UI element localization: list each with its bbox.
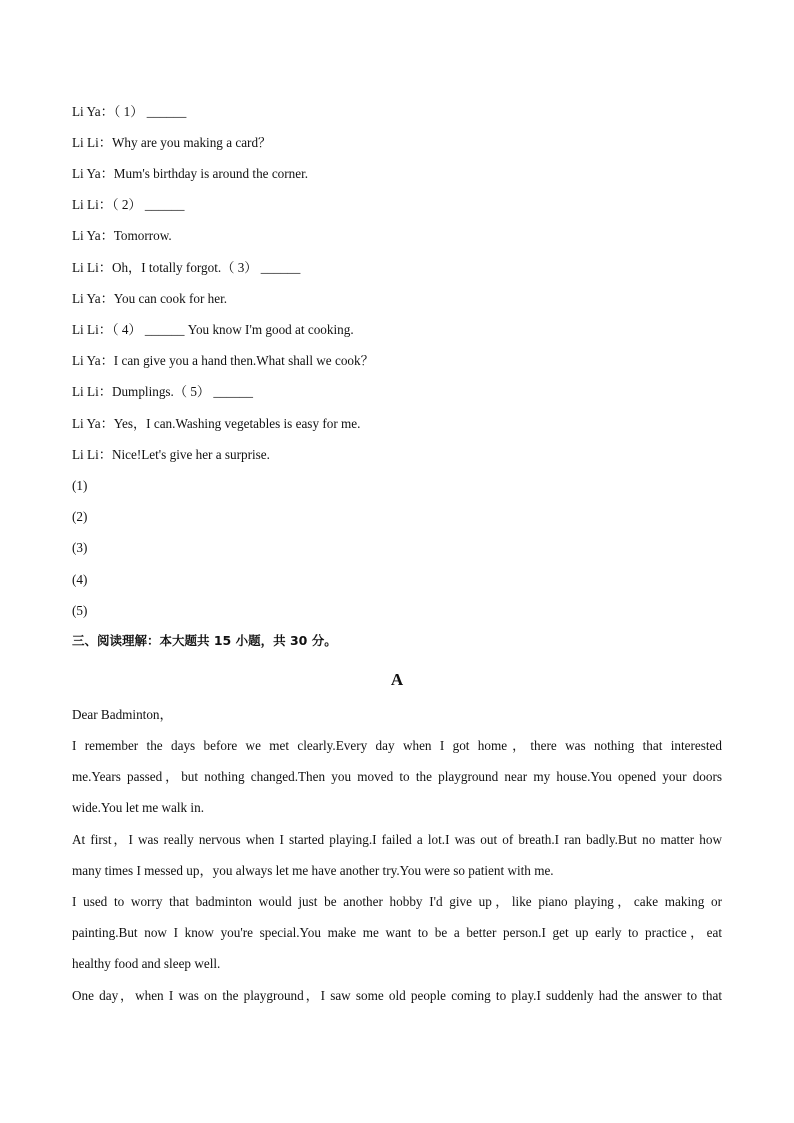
answer-blank: ______ (144, 197, 185, 212)
dialogue-text: （ 2） (111, 197, 145, 212)
dialogue-line (72, 290, 227, 308)
answer-blank: ______ (260, 260, 301, 275)
dialogue-text: Yes，I can.Washing vegetables is easy for me. (113, 416, 361, 431)
dialogue-text: Oh，I totally forgot.（ 3） (111, 260, 261, 275)
speaker-separator: ： (98, 384, 112, 399)
dialogue-text: Mum's birthday is around the corner. (113, 166, 309, 181)
speaker-separator: ： (98, 197, 112, 212)
dialogue-text-after-blank: You know I'm good at cooking. (184, 322, 354, 337)
dialogue-line (72, 321, 354, 339)
speaker-name: Li Li (72, 260, 99, 275)
speaker-separator: ： (100, 353, 114, 368)
dialogue-text: （ 1） (113, 104, 147, 119)
answer-blank: ______ (146, 104, 187, 119)
passage-line: many times I messed up，you always let me have another try.You were so patient with me. (72, 863, 554, 878)
dialogue-line (72, 165, 308, 183)
answer-number: (4) (72, 572, 88, 587)
speaker-separator: ： (100, 228, 114, 243)
speaker-separator: ： (98, 135, 112, 150)
speaker-separator: ： (100, 416, 114, 431)
dialogue-line (72, 415, 360, 433)
speaker-separator: ： (98, 260, 112, 275)
section-heading: 三、阅读理解：本大题共 15 小题，共 30 分。 (72, 633, 337, 648)
dialogue-line (72, 383, 253, 401)
dialogue-line (72, 352, 374, 370)
speaker-separator: ： (100, 166, 114, 181)
answer-number: (2) (72, 509, 88, 524)
passage-line: me.Years passed，but nothing changed.Then you moved to the playground near my house.You opened your doors (72, 769, 722, 784)
passage-line: I remember the days before we met clearly.Every day when I got home，there was nothing that interested (72, 738, 722, 753)
passage-title: A (390, 670, 404, 689)
speaker-name: Li Ya (72, 166, 101, 181)
speaker-separator: ： (98, 322, 112, 337)
dialogue-line (72, 259, 300, 277)
speaker-name: Li Ya (72, 353, 101, 368)
speaker-separator: ： (98, 447, 112, 462)
speaker-name: Li Li (72, 135, 99, 150)
speaker-separator: ： (100, 104, 114, 119)
passage-line: painting.But now I know you're special.You make me want to be a better person.I get up early to practice，eat (72, 925, 722, 940)
speaker-name: Li Li (72, 447, 99, 462)
dialogue-line (72, 446, 270, 464)
dialogue-text: Dumplings.（ 5） (111, 384, 214, 399)
dialogue-text: I can give you a hand then.What shall we cook？ (113, 353, 374, 368)
letter-salutation: Dear Badminton， (72, 707, 173, 722)
dialogue-text: Tomorrow. (113, 228, 172, 243)
speaker-name: Li Ya (72, 291, 101, 306)
speaker-name: Li Ya (72, 416, 101, 431)
dialogue-line (72, 103, 186, 121)
dialogue-line (72, 227, 172, 245)
dialogue-text: Why are you making a card？ (111, 135, 272, 150)
answer-number: (5) (72, 603, 88, 618)
speaker-name: Li Ya (72, 104, 101, 119)
dialogue-text: You can cook for her. (113, 291, 228, 306)
answer-blank: ______ (144, 322, 185, 337)
passage-line: One day，when I was on the playground，I saw some old people coming to play.I suddenly had the answer to that (72, 988, 722, 1003)
speaker-name: Li Li (72, 197, 99, 212)
dialogue-line (72, 196, 184, 214)
passage-line: wide.You let me walk in. (72, 800, 204, 815)
passage-line: healthy food and sleep well. (72, 956, 221, 971)
speaker-name: Li Ya (72, 228, 101, 243)
answer-number: (1) (72, 478, 88, 493)
speaker-name: Li Li (72, 322, 99, 337)
passage-line: At first，I was really nervous when I started playing.I failed a lot.I was out of breath.I ran badly.But no matter how (72, 832, 722, 847)
dialogue-text: Nice!Let's give her a surprise. (111, 447, 270, 462)
dialogue-text: （ 4） (111, 322, 145, 337)
dialogue-line (72, 134, 271, 152)
passage-line: I used to worry that badminton would just be another hobby I'd give up，like piano playing，cake making or (72, 894, 722, 909)
answer-blank: ______ (213, 384, 253, 399)
speaker-separator: ： (100, 291, 114, 306)
speaker-name: Li Li (72, 384, 99, 399)
answer-number: (3) (72, 540, 88, 555)
